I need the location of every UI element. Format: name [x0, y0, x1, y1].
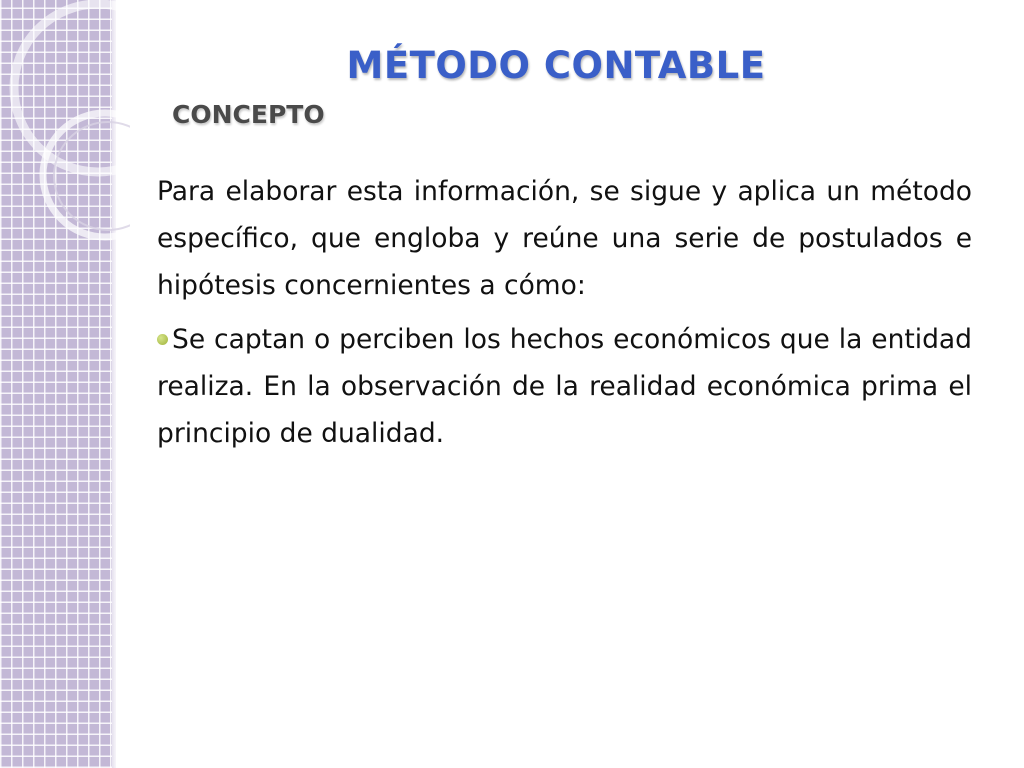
- intro-paragraph: Para elaborar esta información, se sigue y aplica un método específico, que engloba y reúne una serie de postulados e hipótesis concernientes a cómo:: [157, 176, 972, 301]
- bullet-item: [157, 316, 972, 457]
- ring-outer: [14, 4, 130, 172]
- slide-title: MÉTODO CONTABLE: [346, 44, 766, 87]
- slide-subtitle: CONCEPTO: [172, 100, 325, 129]
- slide-body: [157, 168, 972, 457]
- bullet-dot-icon: [157, 334, 168, 345]
- bullet-text: Se captan o perciben los hechos económicos que la entidad realiza. En la observación de la realidad económica prima el principio de dualidad.: [157, 324, 972, 449]
